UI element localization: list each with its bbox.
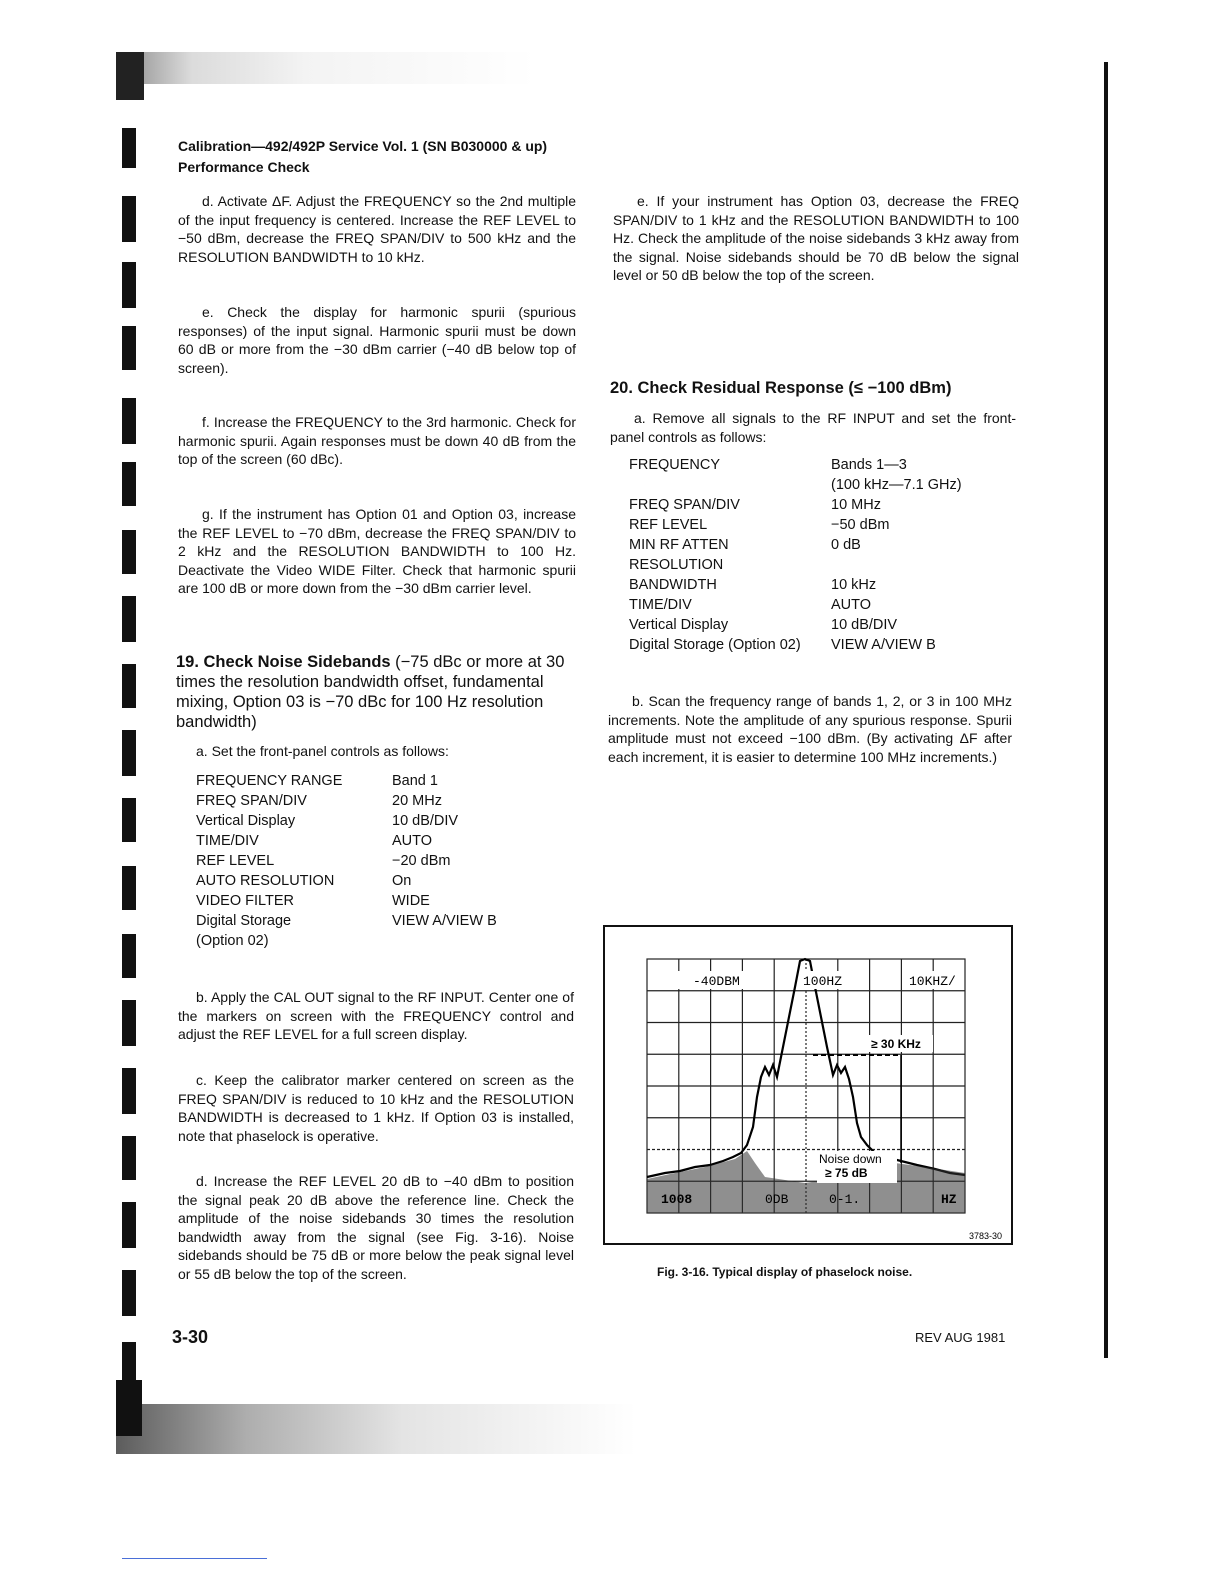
binder-mark (122, 866, 136, 910)
control-setting: −20 dBm (392, 853, 451, 869)
control-setting: 10 dB/DIV (392, 813, 459, 829)
binder-mark (122, 730, 136, 776)
control-name: REF LEVEL (629, 517, 708, 533)
binder-mark (122, 664, 136, 708)
binder-mark (122, 596, 136, 642)
control-name: FREQUENCY RANGE (196, 773, 343, 789)
readout-hz: HZ (941, 1192, 957, 1207)
readout-resolution: 100HZ (803, 974, 843, 989)
control-setting: −50 dBm (831, 517, 890, 533)
figure-number: 3783-30 (969, 1231, 1003, 1241)
control-setting: On (392, 873, 412, 889)
binder-mark (122, 934, 136, 978)
scan-artifact-bottom-mark (116, 1380, 142, 1436)
readout-bottom-mid: 0DB (765, 1192, 789, 1207)
section-19-heading (176, 652, 576, 732)
control-row (629, 615, 1019, 635)
control-setting: Band 1 (392, 773, 438, 789)
control-name: TIME/DIV (629, 597, 692, 613)
step-19d: d. Increase the REF LEVEL 20 dB to −40 dBm to position the signal peak 20 dB above the reference line. Check the amplitude of the noise sidebands 30 times the resolution bandwidth away from the signal (see Fig. 3-16). Noise sidebands should be 75 dB or more below the peak signal level or 55 dB below the top of the screen. (178, 1173, 574, 1282)
annotation-offset: ≥ 30 KHz (871, 1037, 921, 1051)
step-20a: a. Remove all signals to the RF INPUT and set the front-panel controls as follows: (610, 410, 1016, 445)
control-row (629, 495, 1019, 515)
step-19e: e. If your instrument has Option 03, decrease the FREQ SPAN/DIV to 1 kHz and the RESOLUTION BANDWIDTH to 100 Hz. Check the amplitude of the noise sidebands 3 kHz away from the signal. Noise sidebands should be 70 dB below the signal level or 50 dB below the top of the screen. (613, 193, 1019, 284)
annotation-75db: ≥ 75 dB (825, 1166, 868, 1180)
scan-artifact-bottom (116, 1404, 636, 1454)
control-setting: (100 kHz—7.1 GHz) (831, 477, 962, 493)
figure-caption: Fig. 3-16. Typical display of phaselock noise. (657, 1265, 913, 1279)
control-name: VIDEO FILTER (196, 893, 295, 909)
scan-artifact-top-mark (116, 52, 144, 100)
control-setting: AUTO (831, 597, 872, 613)
binder-mark (122, 326, 136, 370)
control-setting: WIDE (392, 893, 430, 909)
binder-mark (122, 196, 136, 242)
binder-mark (122, 1136, 136, 1180)
control-name: FREQ SPAN/DIV (629, 497, 740, 513)
header-subtitle: Performance Check (178, 159, 310, 175)
control-name: BANDWIDTH (629, 577, 717, 593)
section-19-title: 19. Check Noise Sidebands (176, 653, 391, 671)
step-19b: b. Apply the CAL OUT signal to the RF INPUT. Center one of the markers on screen with the FREQUENCY control and adjust the REF LEVEL for a full screen display. (178, 989, 574, 1043)
control-row (629, 635, 1019, 655)
phaselock-noise-display (605, 927, 1011, 1243)
binder-mark (122, 128, 136, 168)
control-name: RESOLUTION (629, 557, 724, 573)
controls-table-19 (196, 771, 576, 951)
control-row (629, 555, 1019, 575)
control-setting: 10 dB/DIV (831, 617, 898, 633)
control-name: AUTO RESOLUTION (196, 873, 335, 889)
figure-3-16 (603, 925, 1013, 1245)
control-setting: Bands 1—3 (831, 457, 907, 473)
control-name: TIME/DIV (196, 833, 259, 849)
binding-rule (1104, 62, 1108, 1358)
scan-edge-line (122, 1558, 267, 1559)
scan-artifact-top (116, 52, 536, 84)
control-name: REF LEVEL (196, 853, 275, 869)
running-header (178, 136, 547, 178)
header-title: Calibration—492/492P Service Vol. 1 (SN B030000 & up) (178, 138, 548, 154)
binder-mark (122, 1000, 136, 1046)
page-number: 3-30 (172, 1327, 209, 1347)
step-19a: a. Set the front-panel controls as follows: (196, 743, 449, 759)
control-name: Vertical Display (196, 813, 296, 829)
control-row (629, 595, 1019, 615)
revision-date: REV AUG 1981 (915, 1330, 1006, 1345)
binder-mark (122, 462, 136, 506)
control-name: FREQUENCY (629, 457, 721, 473)
control-setting: VIEW A/VIEW B (392, 913, 497, 929)
control-name: Vertical Display (629, 617, 729, 633)
annotation-noise-down: Noise down (819, 1152, 882, 1166)
binder-mark (122, 1068, 136, 1114)
step-f-harmonic: f. Increase the FREQUENCY to the 3rd harmonic. Check for harmonic spurii. Again responses must be down 40 dB from the top of the screen (60 dBc). (178, 414, 576, 468)
control-row (196, 871, 576, 891)
binder-mark (122, 1342, 136, 1388)
control-row (629, 455, 1019, 475)
control-row (196, 851, 576, 871)
control-name: FREQ SPAN/DIV (196, 793, 307, 809)
section-20-heading: 20. Check Residual Response (≤ −100 dBm) (610, 379, 952, 397)
control-row (196, 811, 576, 831)
step-e-harmonic: e. Check the display for harmonic spurii (spurious responses) of the input signal. Harmonic spurii must be down 60 dB or more from the −30 dBm carrier (−40 dB below top of screen). (178, 304, 576, 376)
control-name: Digital Storage (196, 913, 292, 929)
step-g-harmonic: g. If the instrument has Option 01 and Option 03, increase the REF LEVEL to −70 dBm, decrease the FREQ SPAN/DIV to 2 kHz and the RESOLUTION BANDWIDTH to 100 Hz. Deactivate the Video WIDE Filter. Check that harmonic spurii are 100 dB or more down from the −30 dBm carrier level. (178, 506, 576, 597)
readout-ref-level: -40DBM (693, 974, 740, 989)
control-row (196, 831, 576, 851)
readout-bottom-left: 1008 (661, 1192, 693, 1207)
binder-mark (122, 798, 136, 842)
control-row (629, 575, 1019, 595)
control-setting: 0 dB (831, 537, 861, 553)
binder-mark (122, 1202, 136, 1248)
control-name: MIN RF ATTEN (629, 537, 729, 553)
control-row (629, 515, 1019, 535)
control-setting: 10 kHz (831, 577, 877, 593)
control-row (196, 891, 576, 911)
binder-mark (122, 398, 136, 444)
readout-span-div: 10KHZ/ (909, 974, 956, 989)
control-row (196, 911, 576, 931)
control-name: Digital Storage (Option 02) (629, 637, 801, 653)
control-row (196, 771, 576, 791)
control-setting: 10 MHz (831, 497, 881, 513)
step-d-harmonic: d. Activate ΔF. Adjust the FREQUENCY so the 2nd multiple of the input frequency is centered. Increase the REF LEVEL to −50 dBm, decrease the FREQ SPAN/DIV to 500 kHz and the RESOLUTION BANDWIDTH to 10 kHz. (178, 193, 576, 265)
step-20b: b. Scan the frequency range of bands 1, 2, or 3 in 100 MHz increments. Note the amplitude of any spurious response. Spurii amplitude must not exceed −100 dBm. (By activating ΔF after each increment, it is easier to determine 100 MHz increments.) (608, 693, 1012, 765)
binder-mark (122, 530, 136, 574)
control-name: (Option 02) (196, 933, 269, 949)
controls-table-20 (629, 455, 1019, 655)
step-19c: c. Keep the calibrator marker centered on screen as the FREQ SPAN/DIV is reduced to 10 kHz and the RESOLUTION BANDWIDTH is decreased to 1 kHz. If Option 03 is installed, note that phaselock is operative. (178, 1072, 574, 1144)
control-setting: VIEW A/VIEW B (831, 637, 936, 653)
binder-mark (122, 262, 136, 308)
section-19-spec: (−75 dBc or more at 30 times the resolution bandwidth offset, fundamental mixing, Option 03 is −70 dBc for 100 Hz resolution bandwidth) (176, 653, 565, 731)
control-row (629, 475, 1019, 495)
control-row (196, 931, 576, 951)
binder-mark (122, 1270, 136, 1316)
control-row (196, 791, 576, 811)
control-row (629, 535, 1019, 555)
control-name (629, 475, 831, 495)
control-setting: AUTO (392, 833, 433, 849)
control-setting: 20 MHz (392, 793, 442, 809)
readout-bottom-right: 0-1. (829, 1192, 861, 1207)
